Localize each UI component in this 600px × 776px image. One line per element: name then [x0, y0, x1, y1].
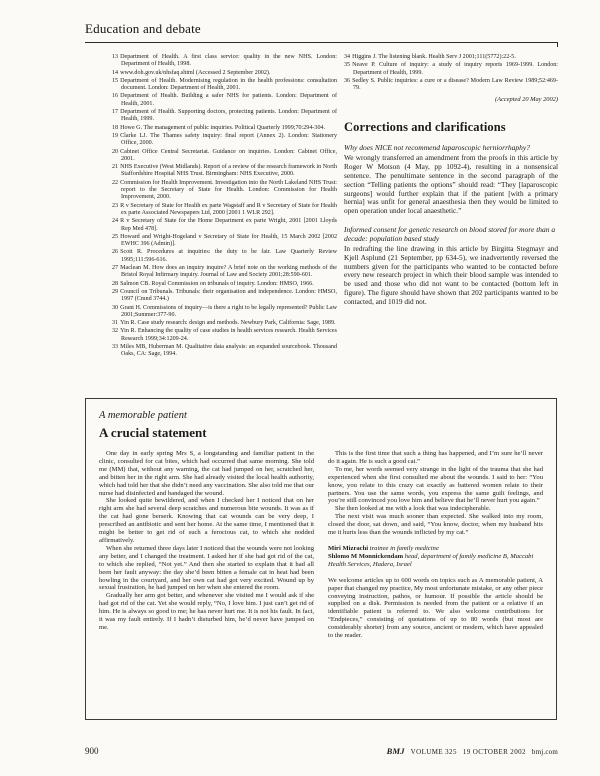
reference-number: 33	[112, 343, 119, 350]
reference-text: Salmon CB. Royal Commission on tribunals of inquiry. London: HMSO, 1966.	[120, 280, 314, 287]
reference-text: Yin R. Enhancing the quality of case studies in health services research. Health Services Research 1999;34:1209-24.	[120, 328, 337, 342]
reference-number: 13	[112, 54, 119, 60]
reference-number: 34	[344, 54, 351, 60]
correction-heading: Informed consent for genetic research on blood stored for more than a decade: population based study	[344, 225, 556, 244]
author-name: Shlomo M Monnickendam	[328, 552, 404, 560]
journal-site: bmj.com	[531, 748, 558, 756]
body-paragraph: She then looked at me with a look that was indecipherable.	[335, 505, 491, 513]
reference-item	[112, 281, 337, 288]
reference-item	[112, 249, 337, 264]
reference-item	[112, 164, 337, 179]
journal-date: 19 OCTOBER 2002	[462, 748, 526, 756]
reference-text: Howe G. The management of public inquiries. Political Quarterly 1999;70:294-304.	[120, 124, 326, 131]
reference-number: 28	[112, 280, 119, 287]
memorable-patient-box	[85, 398, 557, 720]
references-left-column	[112, 54, 337, 360]
body-paragraph: When she returned three days later I noticed that the wounds were not looking any better, and I changed the treatment. I asked her if she had got rid of the cat, to which she replied, “Not yet.” And then she started to explain that it had all been her fault anyway: the day she’d been bitten a female cat in heat had been howling in the courtyard, and her own cat had got very excited. Wound up by sexual frustration, he had jumped on her when she entered the room.	[99, 544, 314, 592]
submission-note: We welcome articles up to 600 words on topics such as A memorable patient, A paper that changed my practice, My most unfortunate mistake, or any other piece conveying instruction, pathos, or humour. If possible the article should be supplied on a disk. Permission is needed from the patient or a relative if an identifiable patient is referred to. We also welcome contributions for “Endpieces,” consisting of quotations of up to 80 words (but most are considerably shorter) from any source, ancient or modern, which have appealed to the reader.	[328, 576, 543, 640]
memorable-patient-kicker: A memorable patient	[99, 410, 187, 421]
corrections-list	[344, 143, 558, 306]
reference-text: Sedley S. Public inquiries: a cure or a disease? Modern Law Review 1989;52:469-79.	[352, 77, 558, 92]
right-paragraphs	[328, 450, 543, 537]
reference-item	[112, 180, 337, 202]
reference-text: Howard and Wright-Hogeland v Secretary of State for Health, 15 March 2002 [2002 EWHC 396 (Admin)].	[120, 233, 337, 248]
reference-number: 26	[112, 249, 119, 256]
reference-item	[112, 305, 337, 320]
memorable-patient-title: A crucial statement	[99, 425, 207, 440]
reference-item	[344, 62, 558, 77]
references-right-column	[344, 54, 558, 92]
reference-text: Higgins J. The listening blank. Health Serv J 2001;111(5772):22-5.	[352, 54, 516, 60]
reference-item	[344, 78, 558, 93]
reference-number: 20	[112, 148, 119, 155]
reference-item	[112, 54, 337, 69]
reference-item	[112, 289, 337, 304]
reference-text: Neave P. Culture of inquiry: a study of inquiry reports 1969-1999. London: Department of Health, 1999.	[352, 62, 558, 76]
reference-text: Clarke LJ. The Thames safety inquiry: final report (Annex 2). London: Stationery Office, 2000.	[120, 132, 337, 147]
reference-text: www.doh.gov.uk/nhsfaq.shtml (Accessed 2 September 2002).	[120, 69, 271, 76]
reference-text: Department of Health. Modernising regulation in the health professions: consultation document. London: Department of Health, 2001.	[120, 77, 337, 92]
reference-item	[112, 265, 337, 280]
journal-volume: VOLUME 325	[410, 748, 457, 756]
reference-text: Council on Tribunals. Tribunals: their organisation and independence. London: HMSO, 1997 (Cmnd 3744.)	[120, 288, 337, 303]
journal-info	[381, 741, 558, 759]
correction-item	[344, 143, 558, 216]
reference-item	[112, 328, 337, 343]
reference-item	[112, 70, 337, 77]
right-column	[344, 54, 558, 316]
reference-item	[112, 133, 337, 148]
memorable-right-column	[328, 450, 543, 640]
left-paragraphs	[99, 450, 314, 632]
reference-number: 27	[112, 265, 119, 272]
corrections-title: Corrections and clarifications	[344, 120, 506, 135]
reference-number: 30	[112, 304, 119, 311]
reference-number: 18	[112, 124, 119, 131]
body-paragraph: To me, her words seemed very strange in the light of the trauma that she had experienced when she first consulted me about the wounds. I said to her: “You know, you relate to this crazy cat exactly as battered women relate to their partners. You use the same words, you express the same guilt feelings, and you’re still convinced you love him and believe that he’ll never hurt you again.”	[328, 465, 543, 505]
body-paragraph: This is the first time that such a thing has happened, and I’m sure he’ll never do it again. He is such a good cat.”	[328, 450, 543, 465]
author-name: Miri Mizrachi	[328, 544, 369, 552]
memorable-columns	[99, 450, 543, 640]
reference-text: Scott R. Procedures at inquiries: the duty to be fair. Law Quarterly Review 1995;111:596-616.	[120, 249, 337, 263]
reference-text: Yin R. Case study research: design and methods. Newbury Park, California: Sage, 1989.	[120, 320, 336, 327]
author-signature	[328, 553, 543, 569]
reference-number: 36	[344, 77, 351, 84]
author-role: trainee in family medicine	[369, 544, 439, 552]
body-paragraph: She looked quite bewildered, and when I checked her I noticed that on her right arm she had several deep scratches and numerous bite wounds. It was as if the cat had gone berserk. Knowing that cat wounds can be very deep, I prescribed an antibiotic and sent her home. At the same time, I mentioned that it might be better to get rid of such a ferocious cat, to which she nodded affirmatively.	[99, 497, 314, 544]
accepted-date: (Accepted 20 May 2002)	[495, 96, 558, 104]
journal-name: BMJ	[386, 746, 405, 756]
reference-text: NHS Executive (West Midlands). Report of a review of the research framework in North Staffordshire Hospital NHS Trust. Birmingham: NHS Executive, 2000.	[120, 164, 337, 178]
reference-item	[112, 320, 337, 327]
reference-number: 32	[112, 328, 119, 335]
correction-body: In redrafting the line drawing in this article by Birgitta Stegmayr and Kjell Asplund (21 September, pp 634-5), we inadvertently reversed the numbers given for the participants who wanted to be contacted before every new research project in which their blood sample was intended to be used and those who did not want to be contacted (bottom left in figure). The figure should have shown that 202 participants wanted to be contacted, and 1019 did not.	[344, 244, 558, 306]
reference-text: R v Secretary of State for the Home Department ex parte Wright, 2001 [2001 Lloyds Rep Med 478].	[120, 218, 337, 232]
reference-item	[112, 125, 337, 132]
reference-item	[344, 54, 558, 61]
reference-item	[112, 78, 337, 93]
corrections-section	[344, 120, 558, 306]
reference-text: Grant H. Commissions of inquiry—is there a right to be legally represented? Public Law 2001;Summer:377-90.	[120, 304, 337, 318]
reference-item	[112, 149, 337, 164]
header-rule	[85, 42, 558, 43]
reference-text: Miles MB, Huberman M. Qualitative data analysis: an expanded sourcebook. Thousand Oaks, CA: Sage, 1994.	[120, 343, 337, 358]
reference-text: Department of Health. Supporting doctors, protecting patients. London: Department of Health, 1999.	[120, 109, 337, 123]
reference-number: 15	[112, 77, 119, 84]
reference-item	[112, 93, 337, 108]
reference-text: Department of Health. Building a safer NHS for patients. London: Department of Health, 2001.	[120, 93, 337, 107]
body-paragraph: The next visit was much sooner than expected. She walked into my room, closed the door, sat down, and said, “You know, doctor, when my husband hits me it hurts less than the wounds inflicted by my cat.”	[328, 513, 543, 537]
reference-number: 31	[112, 320, 119, 327]
reference-item	[112, 344, 337, 359]
author-signatures	[328, 545, 543, 569]
reference-number: 23	[112, 202, 119, 209]
reference-number: 14	[112, 69, 119, 76]
reference-number: 29	[112, 288, 119, 295]
reference-number: 19	[112, 132, 119, 139]
reference-text: Commission for Health Improvement. Investigation into the North Lakeland NHS Trust: report to the Secretary of State for Health. London: Commission for Health Improvement, 2000.	[120, 179, 337, 201]
memorable-left-column	[99, 450, 314, 640]
reference-item	[112, 109, 337, 124]
body-paragraph: Gradually her arm got better, and whenever she visited me I would ask if she had got rid of the cat. Yet she would reply, “No, I love him. I just can’t get rid of him. He is always so good to me; he has never hurt me. It is not his fault. In fact, it was my fault entirely. If I hadn’t disturbed him, he’d never have jumped on me.	[99, 592, 314, 631]
page-number: 900	[85, 746, 99, 756]
reference-number: 25	[112, 233, 119, 240]
reference-item	[112, 203, 337, 218]
reference-item	[112, 218, 337, 233]
body-paragraph: One day in early spring Mrs S, a longstanding and familiar patient in the clinic, consulted for cat bites, which had occurred that same morning. She told me (MM) that, without any warning, the cat had jumped on her, scratched her, and bitten her in the right arm. She had already visited the local health authority, which had told her that she didn’t need any vaccination. She also told me that our nurse had disinfected and bandaged the wound.	[99, 450, 314, 497]
reference-number: 17	[112, 109, 119, 116]
reference-number: 16	[112, 93, 119, 100]
reference-number: 24	[112, 218, 119, 225]
page-footer	[85, 741, 558, 759]
author-signature	[328, 545, 543, 553]
reference-text: Cabinet Office Central Secretariat. Guidance on inquiries. London: Cabinet Office, 2001.	[120, 148, 337, 162]
reference-text: R v Secretary of State for Health ex parte Wagstaff and R v Secretary of State for Health ex parte Associated Newspapers Ltd, 2000 [2001 1 WLR 292].	[120, 202, 337, 216]
reference-number: 22	[112, 179, 119, 186]
reference-number: 35	[344, 62, 351, 69]
reference-item	[112, 234, 337, 249]
page-header	[85, 20, 558, 43]
correction-body: We wrongly transferred an amendment from the proofs in this article by Roger W Motson (4 May, pp 1092-4), resulting in a nonsensical sentence. The penultimate sentence in the second paragraph of the section “Telling patients the options” should read: “They [laparoscopic surgeons] would further explain that if the patient [with a primary hernia] was unfit for general anaesthesia then they would be limited to open operation under local anaesthetic.”	[344, 153, 558, 216]
reference-text: Department of Health. A first class service: quality in the new NHS. London: Department of Health, 1998.	[120, 54, 337, 68]
reference-text: Maclean M. How does an inquiry inquire? A brief note on the working methods of the Bristol Royal Infirmary inquiry. Journal of Law and Society 2001;28:590-601.	[120, 265, 337, 279]
author-role: head, department of family medicine B, Maccabi Health Services, Hadera, Israel	[328, 552, 534, 568]
correction-heading: Why does NICE not recommend laparoscopic herniorrhaphy?	[344, 143, 530, 153]
section-running-head: Education and debate	[85, 21, 201, 36]
reference-number: 21	[112, 164, 119, 171]
correction-item	[344, 225, 558, 307]
